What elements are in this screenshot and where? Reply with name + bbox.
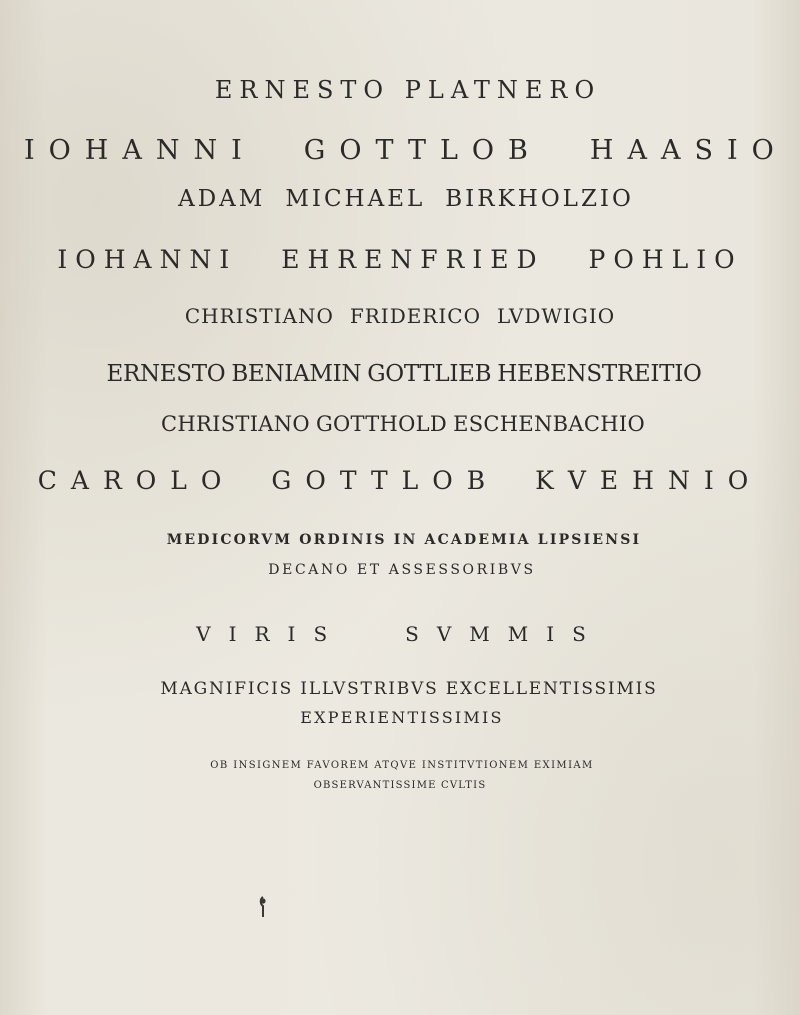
name-platner: ERNESTO PLATNERO (214, 76, 602, 104)
epithets-line (0, 681, 800, 698)
decano-text: DECANO ET ASSESSORIBVS (268, 562, 536, 578)
faculty-line (0, 533, 800, 547)
gratitude-text: OB INSIGNEM FAVOREM ATQVE INSTITVTIONEM EXIMIAM (210, 760, 594, 771)
dedication-line-birkholzio (0, 188, 800, 211)
name-word: EHRENFRIED (281, 245, 545, 274)
name-word: GOTTLOB (303, 135, 542, 166)
name-word: ESCHENBACHIO (453, 412, 645, 436)
name-word: MICHAEL (285, 186, 426, 212)
dedication-line-hebenstreitio (0, 363, 800, 386)
dedication-line-haasio (0, 137, 800, 164)
name-word: POHLIO (588, 245, 743, 274)
dedication-line-lvdwigio (0, 306, 800, 326)
name-word: KVEHNIO (535, 466, 763, 495)
epithets-text: MAGNIFICIS ILLVSTRIBVS EXCELLENTISSIMIS (160, 679, 658, 699)
name-word: GOTTLIEB (367, 361, 492, 387)
name-word: CAROLO (37, 466, 236, 495)
decano-line (0, 563, 800, 577)
name-word: ADAM (178, 186, 266, 212)
epithet-word: SVMMIS (405, 622, 604, 646)
epithet-word: VIRIS (196, 622, 346, 646)
name-word: HAASIO (589, 135, 788, 166)
name-word: GOTTHOLD (315, 412, 448, 436)
dedication-line-eschenbachio (0, 414, 800, 435)
name-word: IOHANNI (24, 135, 256, 166)
name-word: LVDWIGIO (497, 304, 616, 328)
closing-line (0, 781, 800, 791)
paragraph-mark-icon (258, 895, 268, 919)
name-word: ERNESTO (106, 361, 226, 387)
faculty-text: MEDICORVM ORDINIS IN ACADEMIA LIPSIENSI (166, 532, 642, 548)
name-word: CHRISTIANO (184, 304, 334, 328)
name-word: FRIDERICO (349, 304, 481, 328)
dedication-line-platner (0, 78, 800, 102)
closing-text: OBSERVANTISSIME CVLTIS (313, 780, 487, 791)
name-word: BENIAMIN (231, 361, 362, 387)
name-word: GOTTLOB (271, 466, 500, 495)
name-word: BIRKHOLZIO (445, 186, 634, 212)
name-word: HEBENSTREITIO (497, 361, 702, 387)
name-word: CHRISTIANO (161, 412, 310, 436)
dedication-line-kvehnio (0, 468, 800, 493)
dedication-line-pohlio (0, 247, 800, 272)
viris-svmmis-line (0, 624, 800, 644)
experientissimis-line (0, 710, 800, 726)
gratitude-line (0, 761, 800, 771)
experientissimis-text: EXPERIENTISSIMIS (300, 708, 504, 727)
name-word: IOHANNI (57, 245, 238, 274)
